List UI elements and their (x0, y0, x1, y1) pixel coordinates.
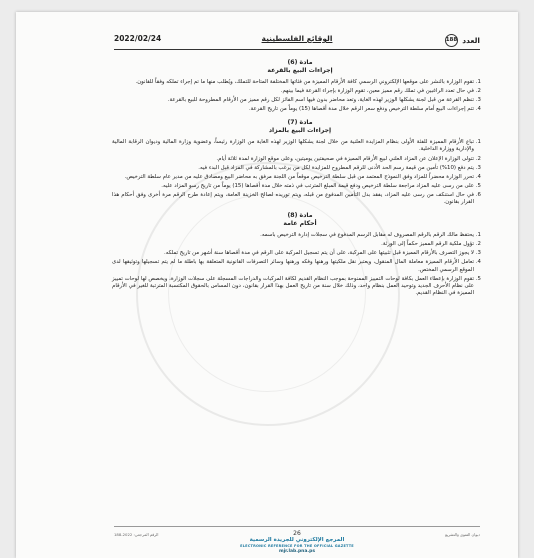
page-footer (114, 526, 480, 558)
article-number: مادة (8) (287, 212, 313, 220)
article-clause: 1. تباع الأرقام المميزة للفئة الأولى بنظام المزايدة العلنية من خلال لجنة يشكلها الوزير لهذه الغاية من الوزارة رئيساً، وعضوية وزارة المالية وديوان الرقابة المالية والإدارية ووزارة الداخلية. (112, 139, 474, 153)
article-title: أحكام عامة (283, 220, 317, 228)
page-header (114, 34, 480, 48)
article-clause: 3. تنظم القرعة من قبل لجنة يشكلها الوزير لهذه الغاية، وتعد محاضر بدون فيها اسم الفائز لكل رقم مميز من الأرقام المطروحة للبيع بالقرعة. (112, 97, 474, 104)
logo-arabic-text: المرجع الإلكتروني للجريدة الرسمية (249, 537, 345, 543)
article-number: مادة (6) (287, 59, 313, 66)
article-number: مادة (7) (287, 119, 313, 127)
article-clause-list (112, 139, 488, 206)
section-label: العدد (462, 36, 480, 45)
article-clause: 4. تتم إجراءات البيع أمام سلطة الترخيص ودفع سعر الرقم خلال مدة أقصاها (15) يوماً من تاريخ القرعة. (112, 106, 474, 113)
article-title: إجراءات البيع بالمزاد (268, 127, 332, 135)
issue-date: 2022/02/24 (114, 34, 162, 43)
header-divider (114, 49, 480, 50)
article-clause: 4. تعامل الأرقام المميزة معاملة المال المنقول، ويعتبر نقل ملكيتها ورهنها وفكه ورهنها وسائر التصرفات القانونية المتعلقة بها باطلة ما لم يتم تسجيلها وتوثيقها لدى الموقع الرسمي المختص. (112, 259, 474, 273)
article-clause: 5. على من رسى عليه المزاد مراجعة سلطة الترخيص ودفع قيمة المبلغ المترتب في ذمته خلال مدة أقصاها (15) يوماً من تاريخ رسو المزاد عليه. (112, 183, 474, 190)
article-clause: 2. تؤول ملكية الرقم المميز حكماً إلى الورثة. (112, 241, 474, 248)
footer-reference: الرقم المرجعي: 2022-188 (114, 532, 159, 537)
article-clause: 3. يتم دفع (10%) تأمين من قيمة رسم الحد الأدنى للرقم المطروح للمزايدة لكل من يرغب بالمشاركة في المزاد قبل البدء فيه. (112, 165, 474, 172)
article-clause: 1. تقوم الوزارة بالنشر على موقعها الإلكتروني الرسمي كافة الأرقام المميزة من فئاتها المختلفة المتاحة للتملك، ويُطلب منها ما تم إجراء تملكه وفقاً للقانون. (112, 79, 474, 86)
issue-number: 188 (445, 34, 458, 47)
page-number: 26 (293, 530, 301, 537)
footer-source: ديوان الفتوى والتشريع (445, 532, 480, 537)
issue-label (445, 34, 480, 47)
article-clause-list (112, 79, 488, 113)
article-clause: 3. لا يجوز التصرف بالأرقام المميزة قبل تثبيتها على المركبة، على أن يتم تسجيل المركبة على الرقم في مدة أقصاها سنة أشهر من تاريخ تملكه. (112, 250, 474, 257)
article-clause: 4. تحرر الوزارة محضراً للمزاد وفق النموذج المعتمد من قبل سلطة الترخيص موقعاً من اللجنة مرفق به محاضر البيع ومصادق عليه من مدير عام سلطة الترخيص. (112, 174, 474, 181)
logo-english-text: ELECTRONIC REFERENCE FOR THE OFFICIAL GAZETTE (240, 543, 354, 548)
footer-divider (114, 526, 480, 527)
document-page (16, 12, 518, 558)
article-clause: 1. يحتفظ مالك الرقم بالرقم المصروف له مقابل الرسم المدفوع في سجلات إدارة الترخيص باسمه. (112, 232, 474, 239)
logo-url-link[interactable]: mjr.lab.pna.ps (278, 549, 316, 554)
document-body (112, 53, 488, 299)
article-clause: 2. تتولى الوزارة الإعلان عن المزاد العلني لبيع الأرقام المميزة في صحيفتين يوميتين، وعلى موقع الوزارة لمدة ثلاثة أيام. (112, 156, 474, 163)
article-clause: 2. في حال تعدد الراغبين في تملك رقم مميز معين، تقوم الوزارة بإجراء القرعة فيما بينهم. (112, 88, 474, 95)
article-clause: 5. تقوم الوزارة بإعطاء العمل بكافة لوحات التمييز الممنوحة بموجب النظام القديم لكافة المركبات والدراجات المسجلة على سجلات الوزارة، ويخصص لها لوحات تمييز على نظام الأحرف الجديد وتوحيد العمل بنظام واحد، وذلك خلال سنة من تاريخ العمل بهذا القرار بقانون، دون المساس بالحقوق المكتسبة المترتبة للغير في الأرقام المميزة في النظام القديم. (112, 276, 474, 297)
article-title: إجراءات البيع بالقرعة (267, 67, 333, 74)
gazette-logo (114, 538, 480, 555)
article-clause: 6. في حال استنكف من رسى عليه المزاد، يفقد بدل التأمين المدفوع من قبله، ويتم توريده لصالح الخزينة العامة، ويتم إعادة طرح الرقم مرة أخرى وفق أحكام هذا القرار بقانون. (112, 192, 474, 206)
article-clause-list (112, 232, 488, 297)
journal-title: الوقائع الفلسطينية (261, 34, 333, 43)
